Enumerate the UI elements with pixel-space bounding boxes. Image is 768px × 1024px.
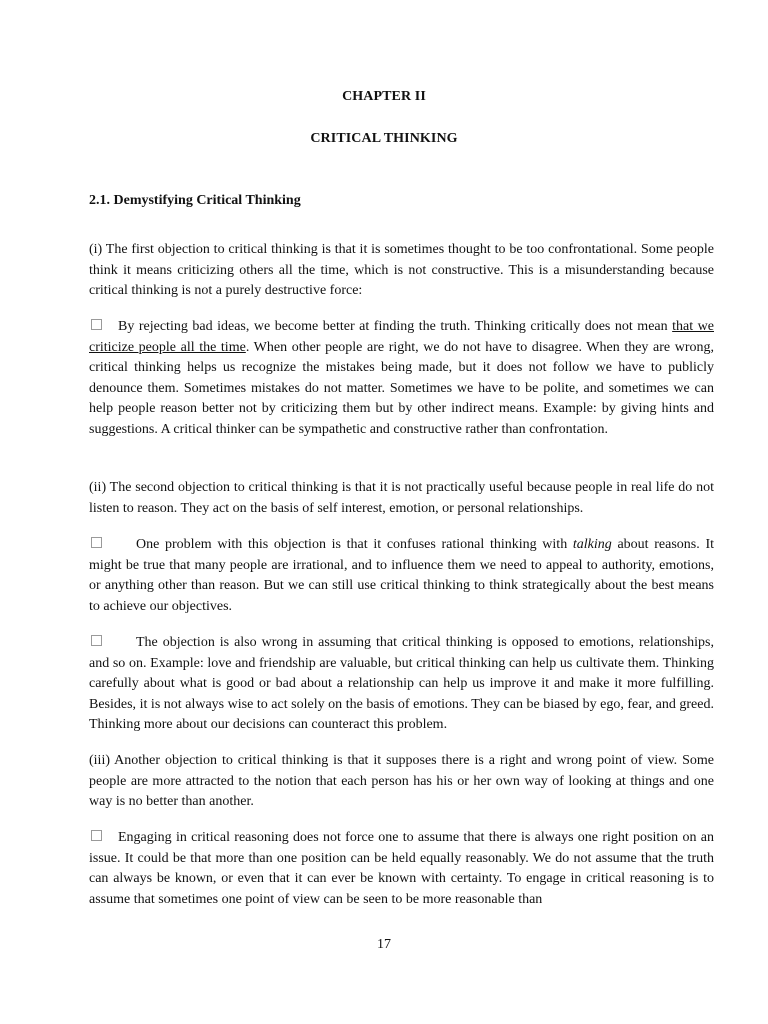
page-number: 17 (377, 937, 391, 952)
bullet-paragraph-1 (89, 317, 714, 441)
bullet-text-before: By rejecting bad ideas, we become better at finding the truth. Thinking critically does not mean (118, 319, 673, 334)
paragraph-text: (ii) The second objection to critical thinking is that it is not practically useful because people in real life do not listen to reason. They act on the basis of self interest, emotion, or personal relationships. (89, 480, 714, 516)
bullet-icon (91, 635, 102, 646)
paragraph-text: (iii) Another objection to critical thinking is that it supposes there is a right and wrong point of view. Some people are more attracted to the notion that each person has his or her own way of looking at things and one way is no better than another. (89, 753, 714, 810)
bullet-text: Engaging in critical reasoning does not force one to assume that there is always one right position on an issue. It could be that more than one position can be held equally reasonably. We do not assume that the truth can always be known, or even that it can ever be known with certainty. To engage in critical reasoning is to assume that sometimes one point of view can be seen to be more reasonable than (89, 830, 714, 907)
chapter-title: CRITICAL THINKING (310, 131, 458, 146)
bullet-paragraph-3 (89, 633, 714, 736)
underlined-text: that we criticize people all the time (89, 319, 714, 355)
paragraph-objection-1 (89, 240, 714, 302)
bullet-text-after: about reasons. It might be true that many people are irrational, and to influence them we need to appeal to authority, emotions, or anything other than reason. But we can still use critical thinking to think strategically about the best means to achieve our objectives. (89, 537, 714, 614)
paragraph-objection-2 (89, 478, 714, 519)
bullet-icon (91, 830, 102, 841)
bullet-icon (91, 537, 102, 548)
bullet-paragraph-4 (89, 828, 714, 910)
bullet-text: The objection is also wrong in assuming that critical thinking is opposed to emotions, relationships, and so on. Example: love and friendship are valuable, but critical thinking can help us cultivate them. Thinking carefully about what is good or bad about a relationship can help us improve it and make it more fulfilling. Besides, it is not always wise to act solely on the basis of emotions. They can be biased by ego, fear, and greed. Thinking more about our decisions can counteract this problem. (89, 635, 714, 733)
bullet-text-after: . When other people are right, we do not have to disagree. When they are wrong, critical thinking helps us recognize the mistakes being made, but it does not follow we have to publicly denounce them. Sometimes mistakes do not matter. Sometimes we have to be polite, and sometimes we can help people reason better not by criticizing them but by other indirect means. Example: by giving hints and suggestions. A critical thinker can be sympathetic and constructive rather than confrontation. (89, 339, 715, 437)
italic-text: talking (572, 537, 612, 552)
bullet-text-before: One problem with this objection is that it confuses rational thinking with (136, 537, 573, 552)
chapter-heading: CHAPTER II (342, 89, 426, 104)
paragraph-objection-3 (89, 751, 714, 813)
section-heading: 2.1. Demystifying Critical Thinking (89, 193, 301, 208)
paragraph-text: (i) The first objection to critical thinking is that it is sometimes thought to be too confrontational. Some people think it means criticizing others all the time, which is not constructive. This is a misunderstanding because critical thinking is not a purely destructive force: (89, 242, 714, 299)
bullet-icon (91, 319, 102, 330)
bullet-paragraph-2 (89, 535, 714, 617)
